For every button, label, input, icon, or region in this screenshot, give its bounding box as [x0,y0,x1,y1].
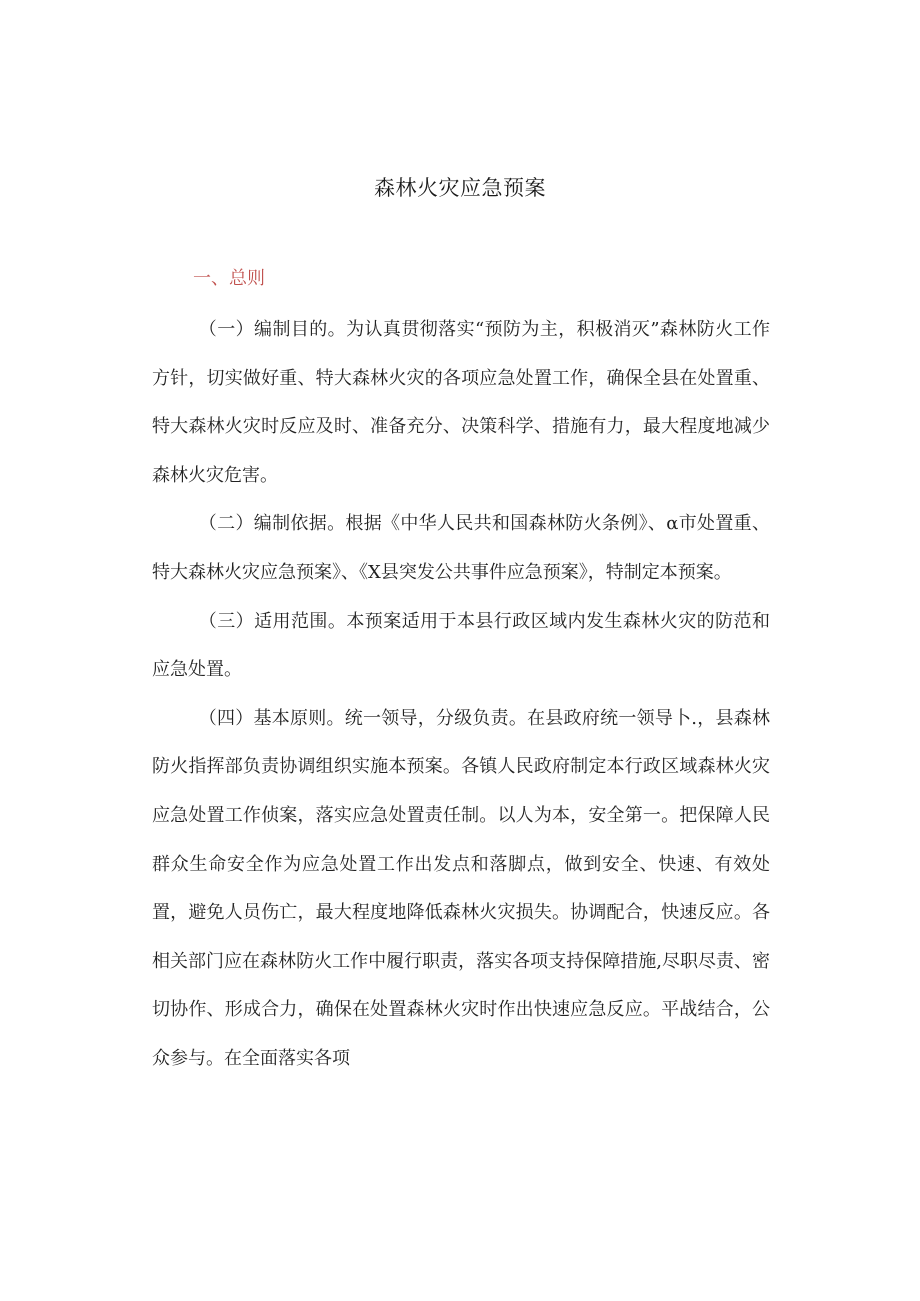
paragraph-purpose: （一）编制目的。为认真贯彻落实“预防为主，积极消灭”森林防火工作方针，切实做好重、特大森林火灾的各项应急处置工作，确保全县在处置重、特大森林火灾时反应及时、准备充分、决策科学、措施有力，最大程度地减少森林火灾危害。 [152,319,770,486]
paragraph-basis: （二）编制依据。根据《中华人民共和国森林防火条例》、α市处置重、特大森林火灾应急预案》、《X县突发公共事件应急预案》，特制定本预案。 [152,513,770,583]
document-title: 森林火灾应急预案 [374,176,546,200]
section-heading-general: 一、总则 [193,268,265,289]
paragraph-scope: （三）适用范围。本预案适用于本县行政区域内发生森林火灾的防范和应急处置。 [152,610,770,681]
document-body [152,306,770,1084]
paragraph-principles: （四）基本原则。统一领导，分级负责。在县政府统一领导卜.，县森林防火指挥部负责协调组织实施本预案。各镇人民政府制定本行政区域森林火灾应急处置工作侦案，落实应急处置责任制。以人为本，安全第一。把保障人民群众生命安全作为应急处置工作出发点和落脚点，做到安全、快速、有效处置，避免人员伤亡，最大程度地降低森林火灾损失。协调配合，快速反应。各相关部门应在森林防火工作中履行职责，落实各项支持保障措施,尽职尽责、密切协作、形成合力，确保在处置森林火灾时作出快速应急反应。平战结合，公众参与。在全面落实各项 [152,707,770,1069]
